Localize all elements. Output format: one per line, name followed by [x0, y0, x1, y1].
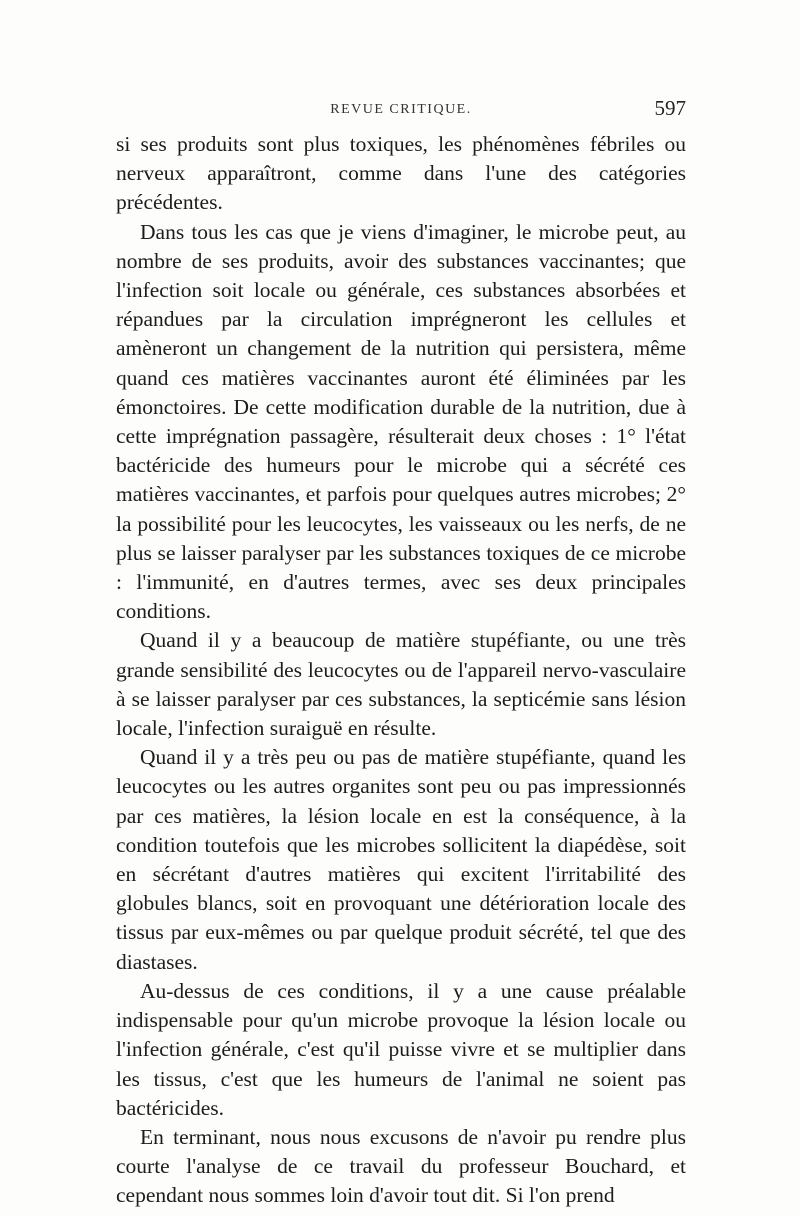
paragraph-continuation: si ses produits sont plus toxiques, les phénomènes fébriles ou nerveux apparaîtront, comme dans l'une des catégories précédentes. — [116, 132, 686, 215]
paragraph: Dans tous les cas que je viens d'imaginer, le microbe peut, au nombre de ses produits, avoir des substances vaccinantes; que l'infection soit locale ou générale, ces substances absorbées et répandues par la circulation imprégneront les cellules et amèneront un changement de la nutrition qui persistera, même quand ces matières vaccinantes auront été éliminées par les émonctoires. De cette modification durable de la nutrition, due à cette imprégnation passagère, résulterait deux choses : 1° l'état bactéricide des humeurs pour le microbe qui a sécrété ces matières vaccinantes, et parfois pour quelques autres microbes; 2° la possibilité pour les leucocytes, les vaisseaux ou les nerfs, de ne plus se laisser paralyser par les substances toxiques de ce microbe : l'immunité, en d'autres termes, avec ses deux principales conditions. — [116, 219, 686, 624]
page-header — [116, 96, 686, 126]
paragraph: En terminant, nous nous excusons de n'avoir pu rendre plus courte l'analyse de ce travail du professeur Bouchard, et cependant nous sommes loin d'avoir tout dit. Si l'on prend — [116, 1124, 686, 1208]
paragraph: Au-dessus de ces conditions, il y a une cause préalable indispensable pour qu'un microbe provoque la lésion locale ou l'infection générale, c'est qu'il puisse vivre et se multiplier dans les tissus, c'est que les humeurs de l'animal ne soient pas bactéricides. — [116, 978, 686, 1120]
body-text — [116, 130, 686, 1211]
paragraph: Quand il y a beaucoup de matière stupéfiante, ou une très grande sensibilité des leucocytes ou de l'appareil nervo-vasculaire à se laisser paralyser par ces substances, la septicémie sans lésion locale, l'infection suraiguë en résulte. — [116, 628, 686, 741]
page-number: 597 — [654, 96, 686, 120]
running-title: REVUE CRITIQUE. — [330, 102, 472, 117]
paragraph: Quand il y a très peu ou pas de matière stupéfiante, quand les leucocytes ou les autres organites sont peu ou pas impressionnés par ces matières, la lésion locale en est la conséquence, à la condition toutefois que les microbes sollicitent la diapédèse, soit en sécrétant d'autres matières qui excitent l'irritabilité des globules blancs, soit en provoquant une détérioration locale des tissus par eux-mêmes ou par quelque produit sécrété, tel que des diastases. — [116, 745, 686, 974]
